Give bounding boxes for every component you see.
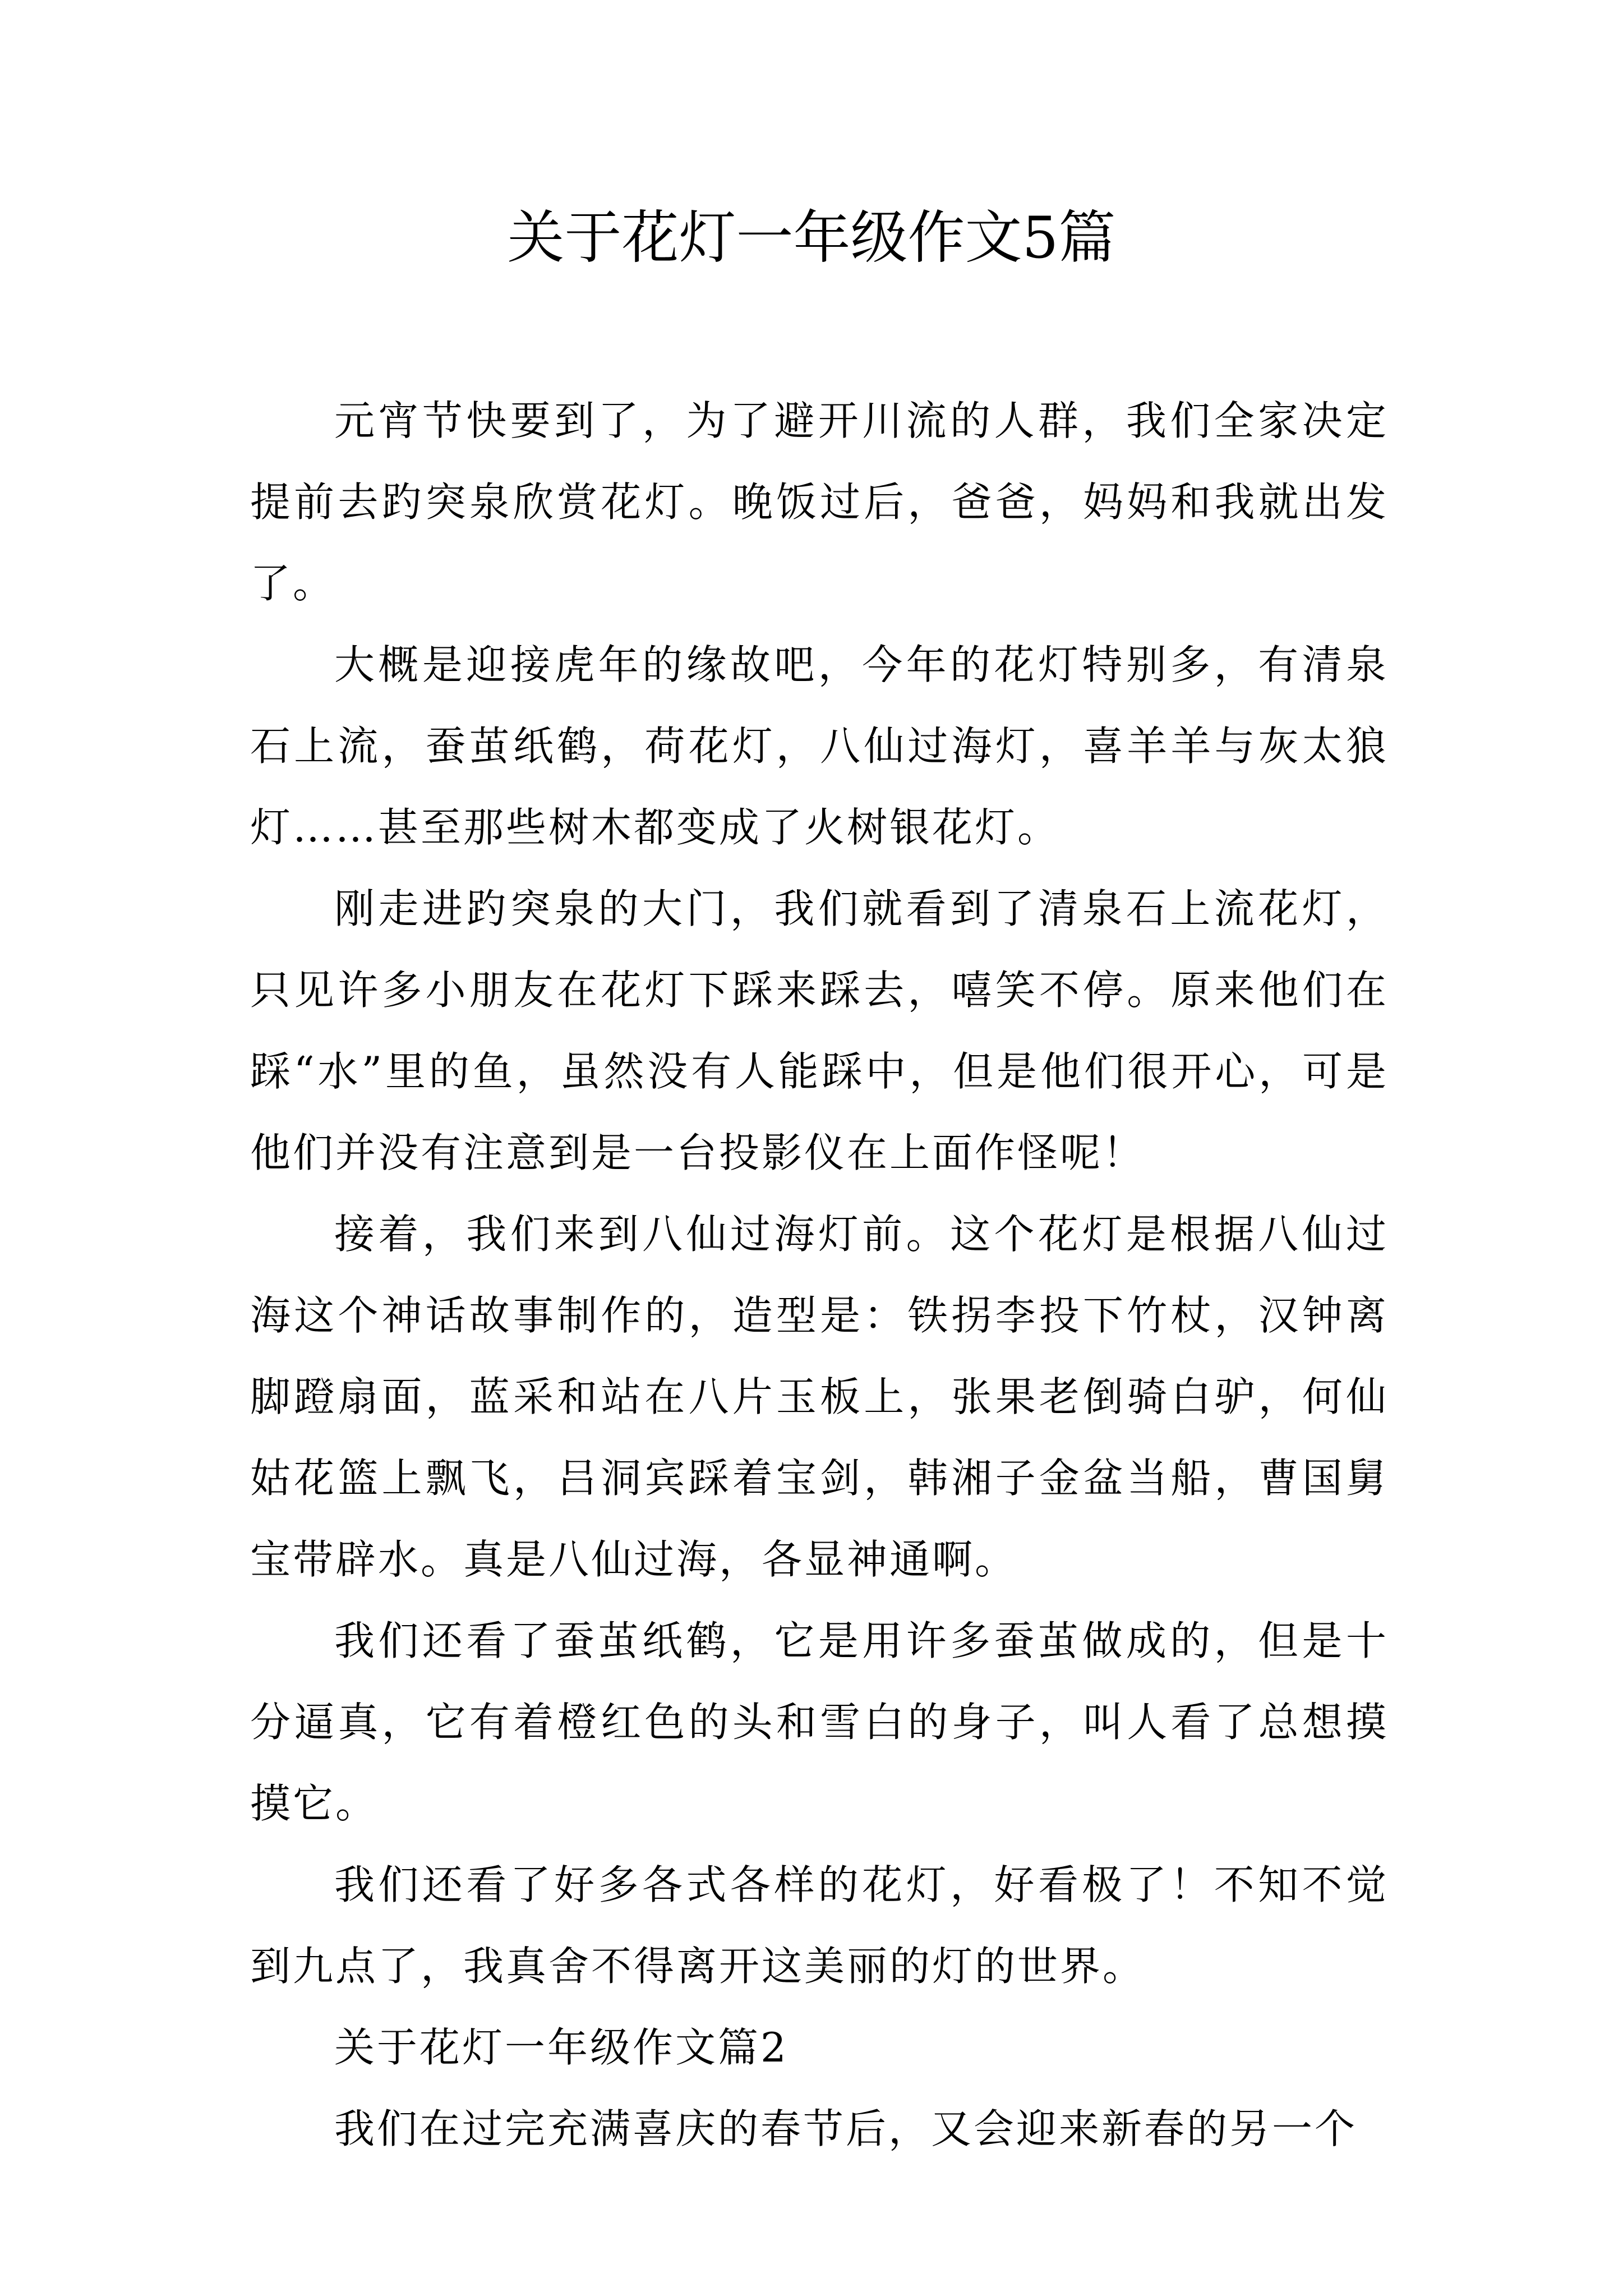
paragraph-3: 刚走进趵突泉的大门，我们就看到了清泉石上流花灯，只见许多小朋友在花灯下踩来踩去，嘻笑不停。原来他们在踩“水”里的鱼，虽然没有人能踩中，但是他们很开心，可是他们并没有注意到是一台投影仪在上面作怪呢！: [250, 885, 1389, 1176]
section-heading-2: 关于花灯一年级作文篇2: [334, 2024, 789, 2071]
paragraph-2: 大概是迎接虎年的缘故吧，今年的花灯特别多，有清泉石上流，蚕茧纸鹤，荷花灯，八仙过海灯，喜羊羊与灰太狼灯……甚至那些树木都变成了火树银花灯。: [250, 641, 1389, 851]
document-title: 关于花灯一年级作文5篇: [507, 205, 1116, 272]
paragraph-7: 我们在过完充满喜庆的春节后，又会迎来新春的另一个: [334, 2105, 1358, 2152]
paragraph-1: 元宵节快要到了，为了避开川流的人群，我们全家决定提前去趵突泉欣赏花灯。晚饭过后，爸爸，妈妈和我就出发了。: [250, 397, 1389, 607]
paragraph-6: 我们还看了好多各式各样的花灯，好看极了！不知不觉到九点了，我真舍不得离开这美丽的灯的世界。: [250, 1861, 1389, 1990]
paragraph-4: 接着，我们来到八仙过海灯前。这个花灯是根据八仙过海这个神话故事制作的，造型是：铁拐李投下竹杖，汉钟离脚蹬扇面，蓝采和站在八片玉板上，张果老倒骑白驴，何仙姑花篮上飘飞，吕洞宾踩着宝剑，韩湘子金盆当船，曹国舅宝带辟水。真是八仙过海，各显神通啊。: [250, 1211, 1389, 1583]
paragraph-5: 我们还看了蚕茧纸鹤，它是用许多蚕茧做成的，但是十分逼真，它有着橙红色的头和雪白的身子，叫人看了总想摸摸它。: [250, 1617, 1389, 1827]
document-body: [250, 380, 1389, 2170]
